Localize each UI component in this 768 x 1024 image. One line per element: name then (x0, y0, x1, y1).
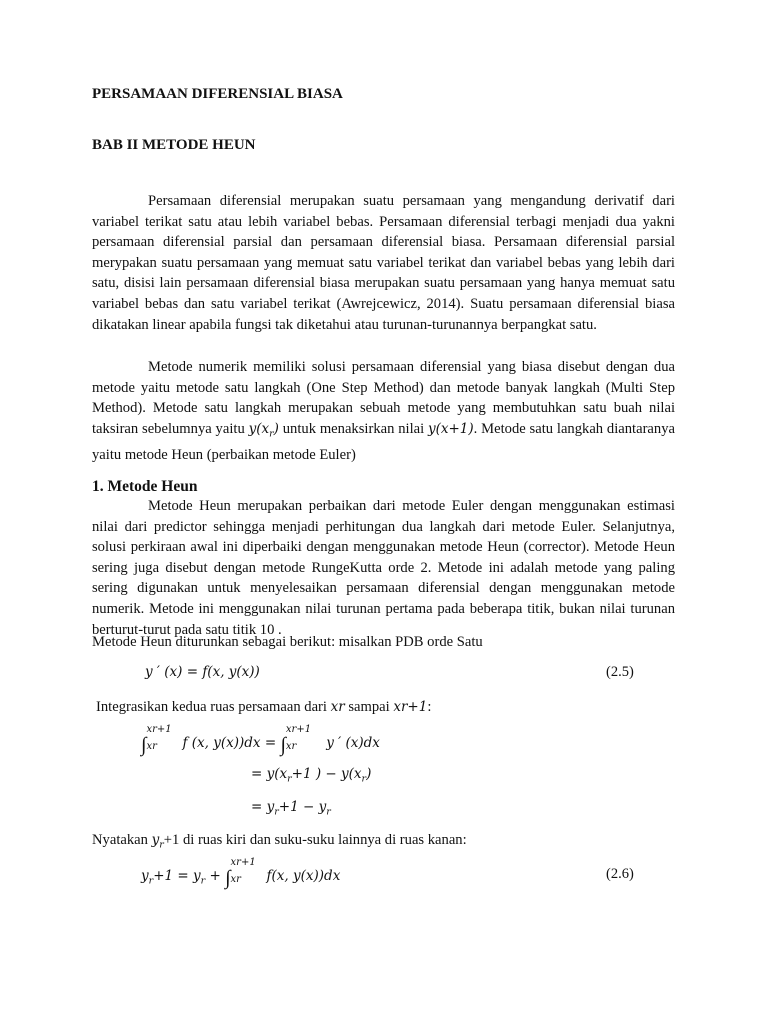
equation-line-3: = $y_r+1 - y_r$ (251, 799, 331, 818)
p2-text-b: untuk menaksirkan nilai (282, 420, 425, 437)
chapter-heading: BAB II METODE HEUN (92, 137, 256, 153)
section-heading-metode-heun: 1. Metode Heun (92, 478, 198, 495)
integral-symbol-1: ∫ (141, 734, 147, 756)
p2-math-y-xr: $y(x_r)$ (248, 420, 279, 440)
p2-math-y-x1: y(x+1) (427, 420, 474, 437)
integral-symbol-2: ∫ (280, 734, 286, 756)
equation-2-5: y ′ (x) = f(x, y(x)) (145, 664, 260, 680)
paragraph-intro: Persamaan diferensial merupakan suatu persamaan yang mengandung derivatif dari variabel terikat satu atau lebih variabel bebas. Persamaan diferensial terbagi menjadi dua yakni persamaan diferensial parsial dan persamaan diferensial biasa. Persamaan diferensial parsial merypakan suatu persamaan yang memuat satu variabel terikat dan variabel bebas yang lebih dari satu, disisi lain persamaan diferensial biasa merupakan suatu persamaan yang hanya memuat satu variabel bebas dan satu variabel terikat (Awrejcewicz, 2014). Suatu persamaan diferensial biasa dikatakan linear apabila fungsi tak diketahui atau turunan-turunannya berpangkat satu. (92, 193, 675, 333)
integral-limits-2: xr+1 xr (285, 724, 312, 752)
equation-line-2: = $y(x_r+1$ ) − $y(x_r)$ (251, 766, 372, 785)
equation-integral: ∫ xr+1 xr f (x, y(x))dx = ∫ xr+1 xr y ′ (x)dx (141, 724, 380, 756)
p2-text-c: . Metode satu langkah diantaranya yaitu metode Heun (perbaikan metode Euler) (92, 420, 675, 464)
equation-number-2-6: (2.6) (606, 866, 634, 882)
integral-symbol-3: ∫ (225, 867, 231, 889)
paragraph-pdb-order: Metode Heun diturunkan sebagai berikut: misalkan PDB orde Satu (92, 634, 483, 650)
paragraph-heun-description: Metode Heun merupakan perbaikan dari metode Euler dengan menggunakan estimasi nilai dari predictor sehingga menjadi perhitungan dua langkah dari metode Euler. Selanjutnya, solusi perkiraan awal ini diperbaiki dengan menggunakan metode Heun (corrector). Metode Heun sering juga disebut dengan metode RungeKutta orde 2. Metode ini adalah metode yang paling sering digunakan untuk menyelesaikan persamaan diferensial dengan menggunakan metode numerik. Metode ini menggunakan nilai turunan pertama pada beberapa titik, bukan nilai turunan berturut-turut pada satu titik 10 . (92, 498, 675, 638)
paragraph-numeric-methods (92, 357, 675, 466)
integral-limits-3: xr+1 xr (230, 857, 256, 885)
paragraph-integrate: Integrasikan kedua ruas persamaan dari xr sampai xr+1: (96, 699, 432, 715)
integral-limits-1: xr+1 xr (146, 724, 172, 752)
equation-2-6: $y_r+1 = y_r$ + ∫ xr+1 xr f(x, y(x))dx (141, 857, 341, 889)
paragraph-nyatakan: Nyatakan $y_r+1$ di ruas kiri dan suku-suku lainnya di ruas kanan: (92, 832, 467, 851)
equation-number-2-5: (2.5) (606, 664, 634, 680)
p2-text-a: Metode numerik memiliki solusi persamaan diferensial yang biasa disebut dengan dua metode yaitu metode satu langkah (One Step Method) dan metode banyak langkah (Multi Step Method). Metode satu langkah merupakan sebuah metode yang membutuhkan satu buah nilai taksiran sebelumnya yaitu (92, 359, 675, 437)
document-title: PERSAMAAN DIFERENSIAL BIASA (92, 86, 343, 102)
